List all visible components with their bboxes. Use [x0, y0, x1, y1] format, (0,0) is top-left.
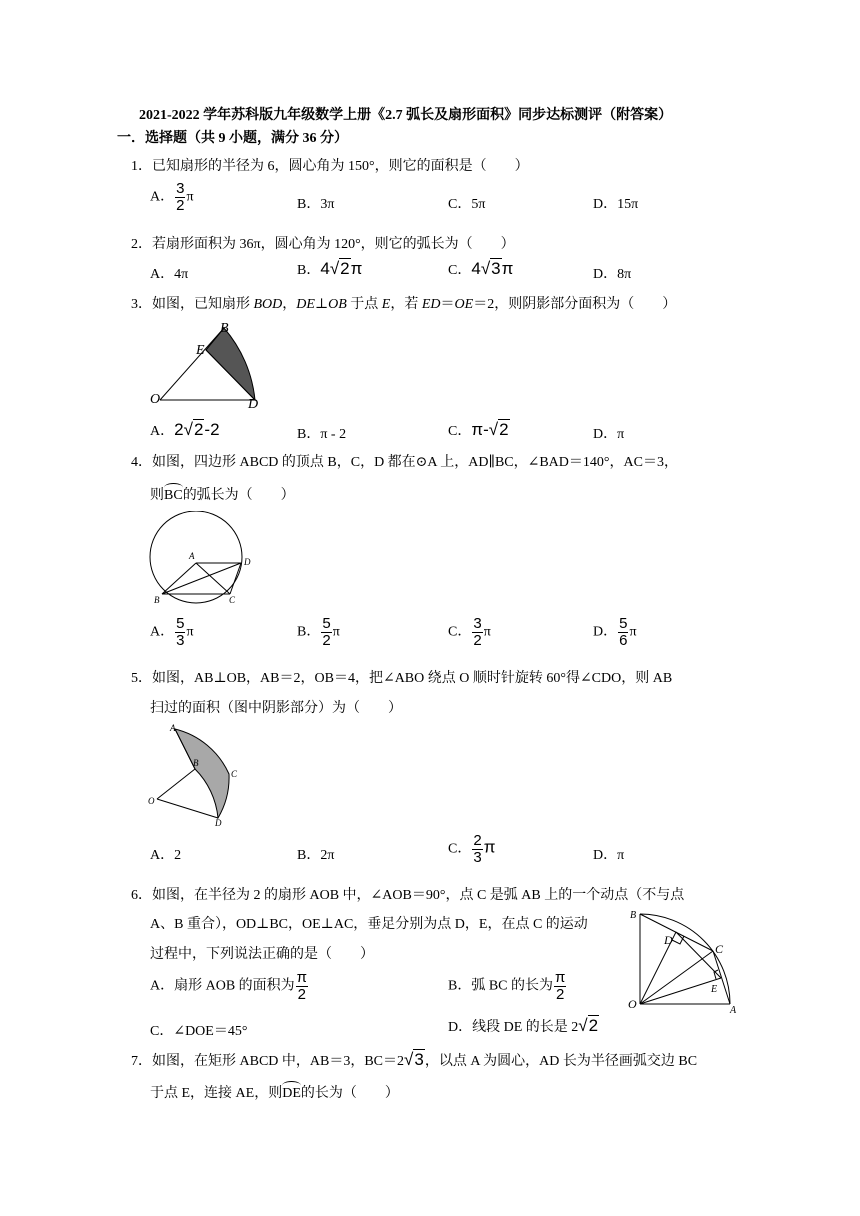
q4-option-d: D． $\frac{5}{6}$ π — [593, 615, 637, 649]
fig-label-b: B — [220, 321, 229, 336]
q6-option-c: C．∠DOE＝45° — [150, 1024, 248, 1039]
q4-stem-line1: 4．如图，四边形 ABCD 的顶点 B，C，D 都在⊙A 上，AD∥BC，∠BAD＝140°，AC＝3， — [131, 455, 678, 470]
q6-option-a: A．扇形 AOB 的面积为 $\frac{\pi}{2}$ — [150, 969, 308, 1003]
fig-label-a: A — [730, 1005, 737, 1016]
q4-option-a: A． $\frac{5}{3}$ π — [150, 615, 194, 649]
q5-stem-line1: 5．如图，AB⊥OB，AB＝2，OB＝4，把∠ABO 绕点 O 顺时针旋转 60°得∠CDO，则 AB — [131, 671, 673, 686]
q6-stem-line3: 过程中，下列说法正确的是（ ） — [150, 947, 374, 962]
q3-stem: 3．如图，已知扇形 BOD，DE⊥OB 于点 E，若 ED＝OE＝2，则阴影部分面积为（ ） — [131, 297, 677, 312]
fig-label-a: A — [189, 551, 195, 561]
q6-option-b: B．弧 BC 的长为 $\frac{\pi}{2}$ — [448, 969, 566, 1003]
fig-label-c: C — [715, 942, 724, 956]
q1-option-d: D．15π — [593, 197, 639, 212]
q1-option-b: B．3π — [297, 197, 335, 212]
fig-label-d: D — [664, 933, 673, 947]
q6-stem-line1: 6．如图，在半径为 2 的扇形 AOB 中，∠AOB＝90°，点 C 是弧 AB 上的一个动点（不与点 — [131, 888, 685, 903]
fig-label-e: E — [196, 343, 205, 358]
q5-option-b: B．2π — [297, 848, 335, 863]
q1-option-a: A． $\frac{3}{2}$ π — [150, 180, 194, 214]
q2-option-a: A．4π — [150, 267, 189, 282]
q3-option-b: B．π - 2 — [297, 427, 347, 442]
q5-option-d: D．π — [593, 848, 625, 863]
fig-label-o: O — [150, 392, 161, 407]
q3-figure — [148, 318, 268, 413]
q4-option-c: C． $\frac{3}{2}$ π — [448, 615, 491, 649]
fig-label-d: D — [248, 397, 259, 412]
q7-stem-line1: 7．如图，在矩形 ABCD 中，AB＝3，BC＝2√3，以点 A 为圆心，AD 长为半径画弧交边 BC — [131, 1050, 698, 1069]
q5-option-a: A．2 — [150, 848, 182, 863]
fig-label-b: B — [154, 595, 160, 605]
q2-option-b: B．4√2π — [297, 259, 363, 278]
fig-label-o: O — [148, 796, 155, 806]
q4-option-b: B． $\frac{5}{2}$ π — [297, 615, 340, 649]
q2-stem: 2．若扇形面积为 36π，圆心角为 120°，则它的弧长为（ ） — [131, 237, 515, 252]
q4-figure — [146, 511, 261, 606]
fig-label-c: C — [229, 595, 236, 605]
fig-label-b: B — [193, 758, 199, 768]
q6-figure — [626, 906, 742, 1016]
fig-label-b: B — [630, 910, 637, 921]
q6-option-d: D．线段 DE 的长是 2√2 — [448, 1016, 599, 1035]
q2-option-c: C．4√3π — [448, 259, 514, 278]
fig-label-d: D — [215, 818, 222, 828]
section-heading: 一．选择题（共 9 小题，满分 36 分） — [117, 131, 348, 146]
fig-label-c: C — [231, 769, 238, 779]
q4-stem-line2: 则BC的弧长为（ ） — [150, 488, 295, 503]
q5-stem-line2: 扫过的面积（图中阴影部分）为（ ） — [150, 701, 402, 716]
fig-label-a: A — [170, 723, 176, 733]
q2-option-d: D．8π — [593, 267, 632, 282]
q7-stem-line2: 于点 E，连接 AE，则DE的长为（ ） — [150, 1086, 399, 1101]
q1-stem: 1．已知扇形的半径为 6，圆心角为 150°，则它的面积是（ ） — [131, 159, 529, 174]
fig-label-o: O — [628, 997, 637, 1011]
q3-option-a: A．2√2-2 — [150, 420, 220, 439]
document-title: 2021-2022 学年苏科版九年级数学上册《2.7 弧长及扇形面积》同步达标测评（附答案） — [139, 108, 673, 123]
q3-option-c: C．π-√2 — [448, 420, 509, 439]
q5-option-c: C． $\frac{2}{3}$ π — [448, 832, 496, 866]
q3-option-d: D．π — [593, 427, 625, 442]
q1-option-c: C．5π — [448, 197, 486, 212]
q5-figure — [143, 720, 253, 830]
fig-label-d: D — [244, 557, 251, 567]
fig-label-e: E — [711, 984, 718, 995]
q6-stem-line2: A、B 重合），OD⊥BC，OE⊥AC，垂足分别为点 D，E，在点 C 的运动 — [150, 917, 588, 932]
